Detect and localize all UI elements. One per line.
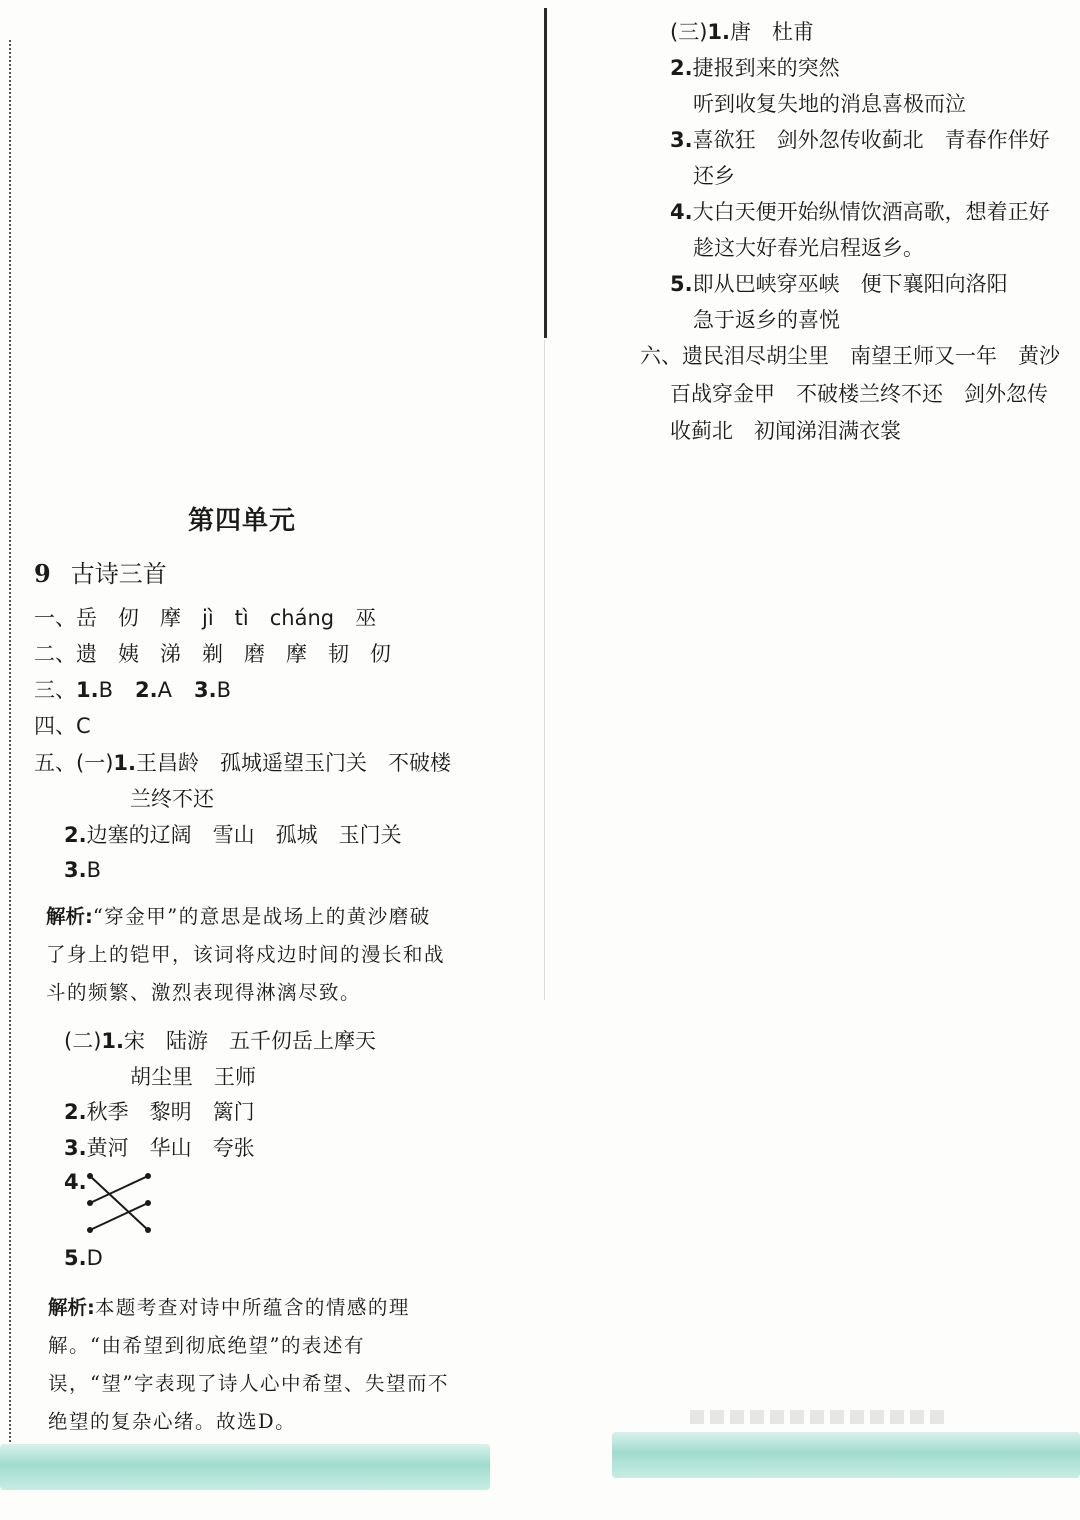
match-dot bbox=[145, 1173, 151, 1179]
footer-band-right bbox=[612, 1432, 1080, 1478]
sub2-q2: 2.秋季 黎明 篱门 bbox=[64, 1100, 255, 1124]
matching-lines-diagram bbox=[86, 1170, 156, 1236]
section-four: 四、C bbox=[34, 714, 91, 738]
analysis-note-2: 解析:本题考查对诗中所蕴含的情感的理解。“由希望到彻底绝望”的表述有误，“望”字表现了诗人心中希望、失望而不绝望的复杂心绪。故选D。 bbox=[48, 1296, 449, 1433]
sub2-q3: 3.黄河 华山 夸张 bbox=[64, 1136, 255, 1160]
sub2-q5: 5.D bbox=[64, 1246, 103, 1270]
section-six-line1: 六、遗民泪尽胡尘里 南望王师又一年 黄沙 bbox=[640, 344, 1060, 368]
match-dot bbox=[145, 1227, 151, 1233]
part3-q2-line1: 2.捷报到来的突然 bbox=[670, 56, 840, 80]
lesson-number: 9 bbox=[34, 559, 51, 588]
section-six-line2: 百战穿金甲 不破楼兰终不还 剑外忽传 bbox=[670, 382, 1048, 406]
column-divider-faint bbox=[544, 340, 545, 1000]
part3-q1: (三)1.唐 杜甫 bbox=[670, 20, 814, 44]
part3-q5-line2: 急于返乡的喜悦 bbox=[693, 308, 840, 332]
part3-q5-line1: 5.即从巴峡穿巫峡 便下襄阳向洛阳 bbox=[670, 272, 1008, 296]
sub2-q1-line2: 胡尘里 王师 bbox=[130, 1065, 256, 1089]
section-six-line3: 收蓟北 初闻涕泪满衣裳 bbox=[670, 419, 901, 443]
part3-q4-line2: 趁这大好春光启程返乡。 bbox=[693, 236, 924, 260]
unit-title: 第四单元 bbox=[188, 506, 297, 536]
part3-q4-line1: 4.大白天便开始纵情饮酒高歌，想着正好 bbox=[670, 200, 1050, 224]
part3-q2-line2: 听到收复失地的消息喜极而泣 bbox=[693, 92, 966, 116]
section-two: 二、遗 姨 涕 剃 磨 摩 韧 仞 bbox=[34, 642, 391, 666]
section-five-q1-line1: 五、(一)1.王昌龄 孤城遥望玉门关 不破楼 bbox=[34, 751, 451, 775]
match-line-1 bbox=[90, 1176, 148, 1230]
match-line-3 bbox=[90, 1176, 148, 1203]
section-five-q2: 2.边塞的辽阔 雪山 孤城 玉门关 bbox=[64, 823, 402, 847]
section-five-q3: 3.B bbox=[64, 858, 102, 882]
match-dot bbox=[145, 1200, 151, 1206]
column-divider bbox=[544, 8, 547, 338]
sub2-q1-line1: (二)1.宋 陆游 五千仞岳上摩天 bbox=[64, 1029, 376, 1053]
analysis-note-1: 解析:“穿金甲”的意思是战场上的黄沙磨破了身上的铠甲，该词将戍边时间的漫长和战斗的频繁、激烈表现得淋漓尽致。 bbox=[46, 905, 446, 1004]
section-five-q1-line2: 兰终不还 bbox=[130, 787, 214, 811]
match-dot bbox=[87, 1173, 93, 1179]
section-one: 一、岳 仞 摩 jì tì cháng 巫 bbox=[34, 606, 377, 630]
lesson-title: 古诗三首 bbox=[70, 560, 167, 588]
match-dot bbox=[87, 1227, 93, 1233]
binding-margin-dots bbox=[9, 40, 11, 1450]
lesson-heading bbox=[34, 560, 167, 588]
faint-footer-text bbox=[690, 1410, 950, 1424]
part3-q3-line2: 还乡 bbox=[693, 164, 735, 188]
match-line-2 bbox=[90, 1203, 148, 1230]
footer-band-left bbox=[0, 1444, 490, 1490]
sub2-q4: 4. bbox=[64, 1170, 87, 1194]
match-dot bbox=[87, 1200, 93, 1206]
part3-q3-line1: 3.喜欲狂 剑外忽传收蓟北 青春作伴好 bbox=[670, 128, 1050, 152]
section-three: 三、1.B 2.A 3.B bbox=[34, 678, 231, 702]
